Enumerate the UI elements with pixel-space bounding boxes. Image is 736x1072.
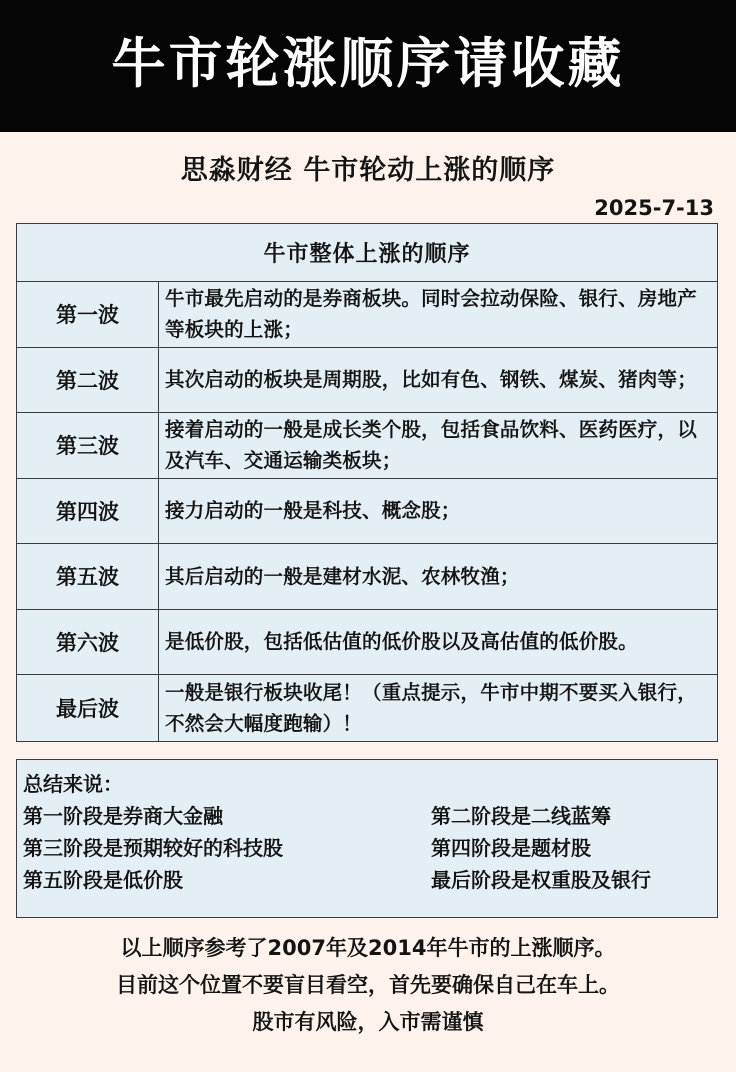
table-row — [17, 675, 717, 741]
footer-line: 股市有风险，入市需谨慎 — [252, 1010, 484, 1034]
wave-label: 第六波 — [17, 610, 159, 675]
footer-line: 目前这个位置不要盲目看空，首先要确保自己在车上。 — [116, 973, 620, 997]
header-banner — [0, 0, 736, 132]
subtitle: 思淼财经 牛市轮动上涨的顺序 — [180, 155, 556, 186]
summary-item: 第五阶段是低价股 — [23, 868, 183, 892]
summary-item: 最后阶段是权重股及银行 — [431, 868, 651, 892]
table-row — [17, 282, 717, 348]
summary-item: 第四阶段是题材股 — [431, 836, 591, 860]
table-title: 牛市整体上涨的顺序 — [17, 224, 717, 282]
summary-box — [16, 759, 718, 918]
footer-notes — [0, 930, 736, 1041]
wave-description: 接力启动的一般是科技、概念股； — [165, 499, 461, 523]
wave-description: 牛市最先启动的是券商板块。同时会拉动保险、银行、房地产等板块的上涨； — [165, 287, 697, 342]
wave-description: 接着启动的一般是成长类个股，包括食品饮料、医药医疗，以及汽车、交通运输类板块； — [165, 418, 697, 473]
banner-title: 牛市轮涨顺序请收藏 — [111, 31, 625, 95]
rotation-table — [16, 223, 718, 742]
table-row — [17, 413, 717, 479]
summary-heading: 总结来说： — [23, 772, 123, 796]
wave-description: 其后启动的一般是建材水泥、农林牧渔； — [165, 564, 520, 588]
wave-description: 是低价股，包括低估值的低价股以及高估值的低价股。 — [165, 630, 638, 654]
table-row — [17, 544, 717, 610]
summary-list — [23, 800, 717, 896]
wave-label: 第二波 — [17, 348, 159, 413]
wave-label: 第五波 — [17, 544, 159, 609]
summary-item: 第二阶段是二线蓝筹 — [431, 804, 611, 828]
table-row — [17, 479, 717, 545]
wave-label: 最后波 — [17, 675, 159, 741]
table-row — [17, 348, 717, 414]
summary-item: 第一阶段是券商大金融 — [23, 804, 223, 828]
wave-description: 其次启动的板块是周期股，比如有色、钢铁、煤炭、猪肉等； — [165, 368, 697, 392]
wave-label: 第三波 — [17, 413, 159, 478]
wave-description: 一般是银行板块收尾！（重点提示，牛市中期不要买入银行，不然会大幅度跑输）！ — [165, 680, 697, 735]
table-row — [17, 610, 717, 676]
footer-line: 以上顺序参考了2007年及2014年牛市的上涨顺序。 — [120, 936, 616, 960]
wave-label: 第四波 — [17, 479, 159, 544]
date-label: 2025-7-13 — [594, 196, 714, 220]
wave-label: 第一波 — [17, 282, 159, 347]
summary-item: 第三阶段是预期较好的科技股 — [23, 836, 283, 860]
